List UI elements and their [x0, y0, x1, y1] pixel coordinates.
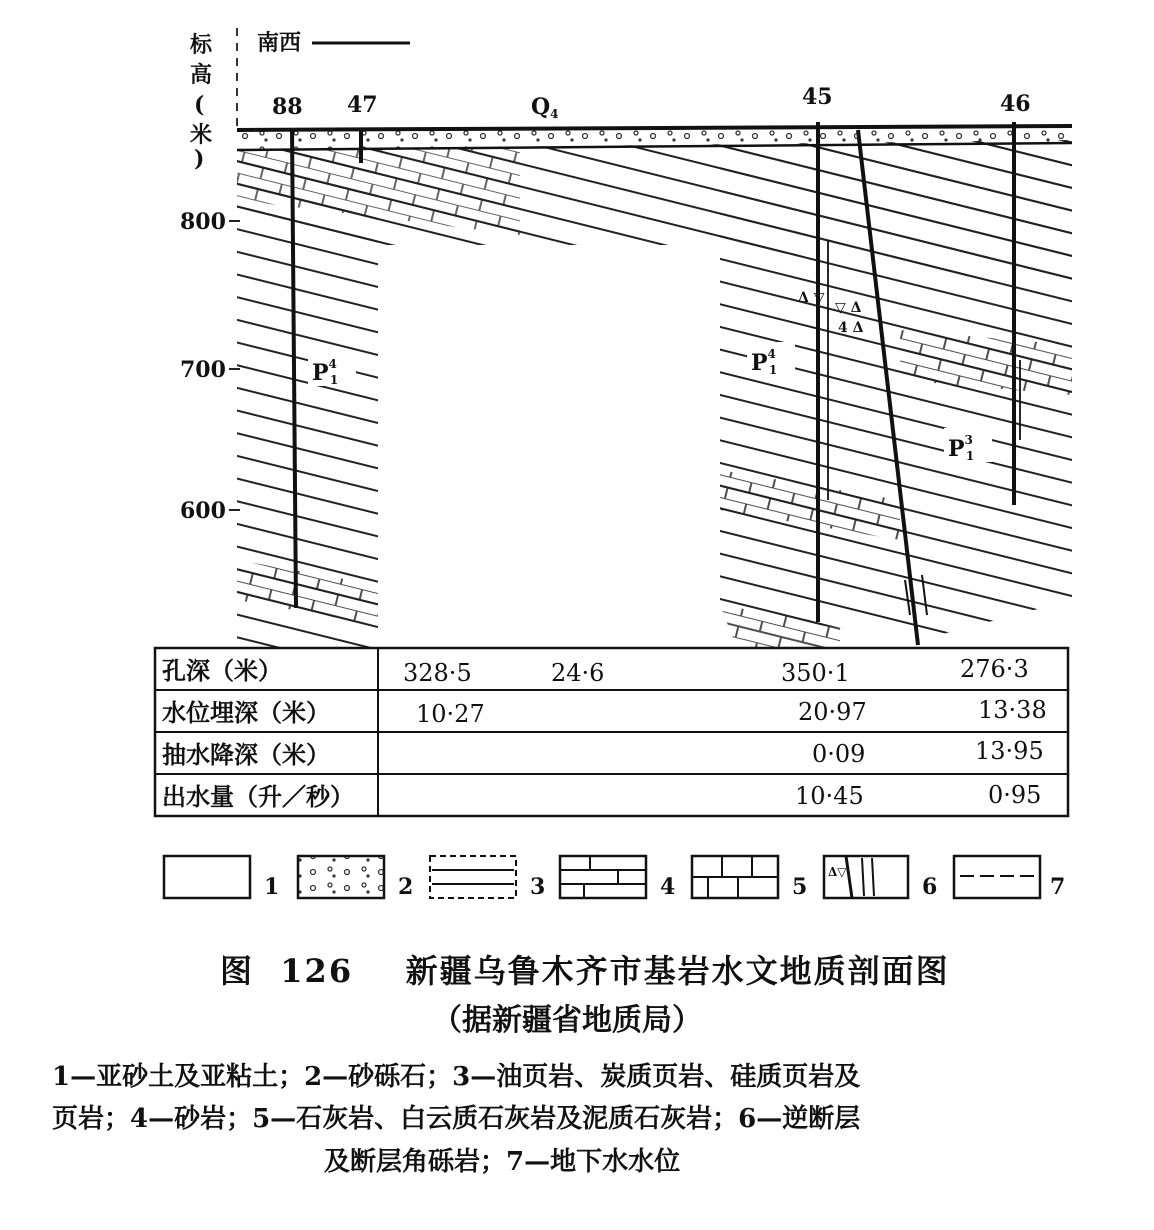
- cross-section: [237, 84, 1072, 648]
- row-label: 抽水降深（米）: [162, 740, 330, 769]
- legend-number: 7: [1050, 874, 1066, 900]
- cell-well-46: 0·95: [988, 781, 1042, 809]
- legend-number: 3: [530, 874, 546, 900]
- tick-label-800: 800: [180, 209, 226, 235]
- legend-number: 6: [922, 874, 938, 900]
- legend-swatch-shale: [430, 856, 516, 898]
- cell-well-45: 20·97: [798, 698, 867, 726]
- unit-label-mid: [747, 342, 795, 377]
- cell-well-46: 276·3: [960, 655, 1029, 683]
- legend-swatch-sandy-soil: [164, 856, 250, 898]
- legend-number: 4: [660, 874, 676, 900]
- legend-note-line: 及断层角砾岩；7—地下水水位: [324, 1147, 681, 1177]
- well-label-88: 88: [272, 94, 303, 120]
- svg-text:P41: $P^4$ 1: [751, 347, 778, 377]
- figure-source: （据新疆省地质局）: [432, 1003, 702, 1038]
- legend-item-1: [164, 856, 279, 900]
- legend-item-4: [560, 856, 675, 900]
- cell-well-88: 10·27: [416, 700, 485, 728]
- tick-label-700: 700: [180, 357, 226, 383]
- cell-well-45: 350·1: [781, 659, 850, 687]
- elevation-axis: [180, 28, 240, 524]
- legend-note-line: 页岩；4—砂岩；5—石灰岩、白云质石灰岩及泥质石灰岩；6—逆断层: [52, 1104, 861, 1134]
- well-label-47: 47: [347, 92, 378, 118]
- legend-swatch-sandstone: [560, 856, 646, 898]
- unit-label-right: [944, 428, 992, 463]
- cell-well-88: 328·5: [403, 659, 472, 687]
- tick-label-600: 600: [180, 498, 226, 524]
- svg-text:P31: $P^3$ 1: [948, 433, 975, 463]
- svg-text:Δ▽: Δ▽: [828, 865, 847, 879]
- cell-well-46: 13·38: [978, 696, 1047, 724]
- legend-item-2: [298, 856, 413, 900]
- unit-label-left: [308, 352, 356, 387]
- axis-title-char: 米: [190, 122, 213, 148]
- well-label-46: 46: [1000, 91, 1031, 117]
- row-label: 出水量（升／秒）: [162, 782, 354, 811]
- legend-item-3: [430, 856, 545, 900]
- legend-note-line: 1—亚砂土及亚粘土；2—砂砾石；3—油页岩、炭质页岩、硅质页岩及: [52, 1062, 861, 1092]
- cell-well-46: 13·95: [975, 737, 1044, 765]
- legend-number: 1: [264, 874, 280, 900]
- axis-title-char: 高: [190, 62, 213, 88]
- legend-item-5: [692, 856, 807, 900]
- fault-breccia-mark: Δ ▽: [798, 290, 825, 306]
- cell-well-45: 10·45: [795, 782, 864, 810]
- legend-number: 2: [398, 874, 414, 900]
- legend-swatch-gravel: [298, 856, 384, 898]
- row-label: 孔深（米）: [162, 656, 282, 685]
- svg-text:P41: $P^4$ 1: [312, 357, 339, 387]
- row-label: 水位埋深（米）: [162, 698, 330, 727]
- borehole-data-table: [155, 648, 1068, 816]
- blank-window: [378, 245, 737, 648]
- legend-number: 5: [792, 874, 808, 900]
- fault-breccia-mark: ▽ Δ: [835, 300, 862, 316]
- legend-item-6: [824, 856, 937, 900]
- fault-breccia-mark: 4 Δ: [838, 320, 864, 336]
- axis-title-char: 标: [190, 32, 213, 58]
- axis-title-char: (: [194, 92, 205, 118]
- legend: [164, 856, 1065, 900]
- direction-label: 南西: [257, 30, 302, 56]
- legend-item-7: [954, 856, 1065, 900]
- axis-title-char: ): [194, 146, 205, 172]
- cell-well-45: 0·09: [812, 740, 866, 768]
- direction-indicator: [257, 30, 410, 56]
- well-label-45: 45: [802, 84, 833, 110]
- figure-title: 图 126 新疆乌鲁木齐市基岩水文地质剖面图: [220, 952, 950, 990]
- unit-label-q4: Q4: [531, 94, 559, 121]
- cell-well-47: 24·6: [551, 659, 605, 687]
